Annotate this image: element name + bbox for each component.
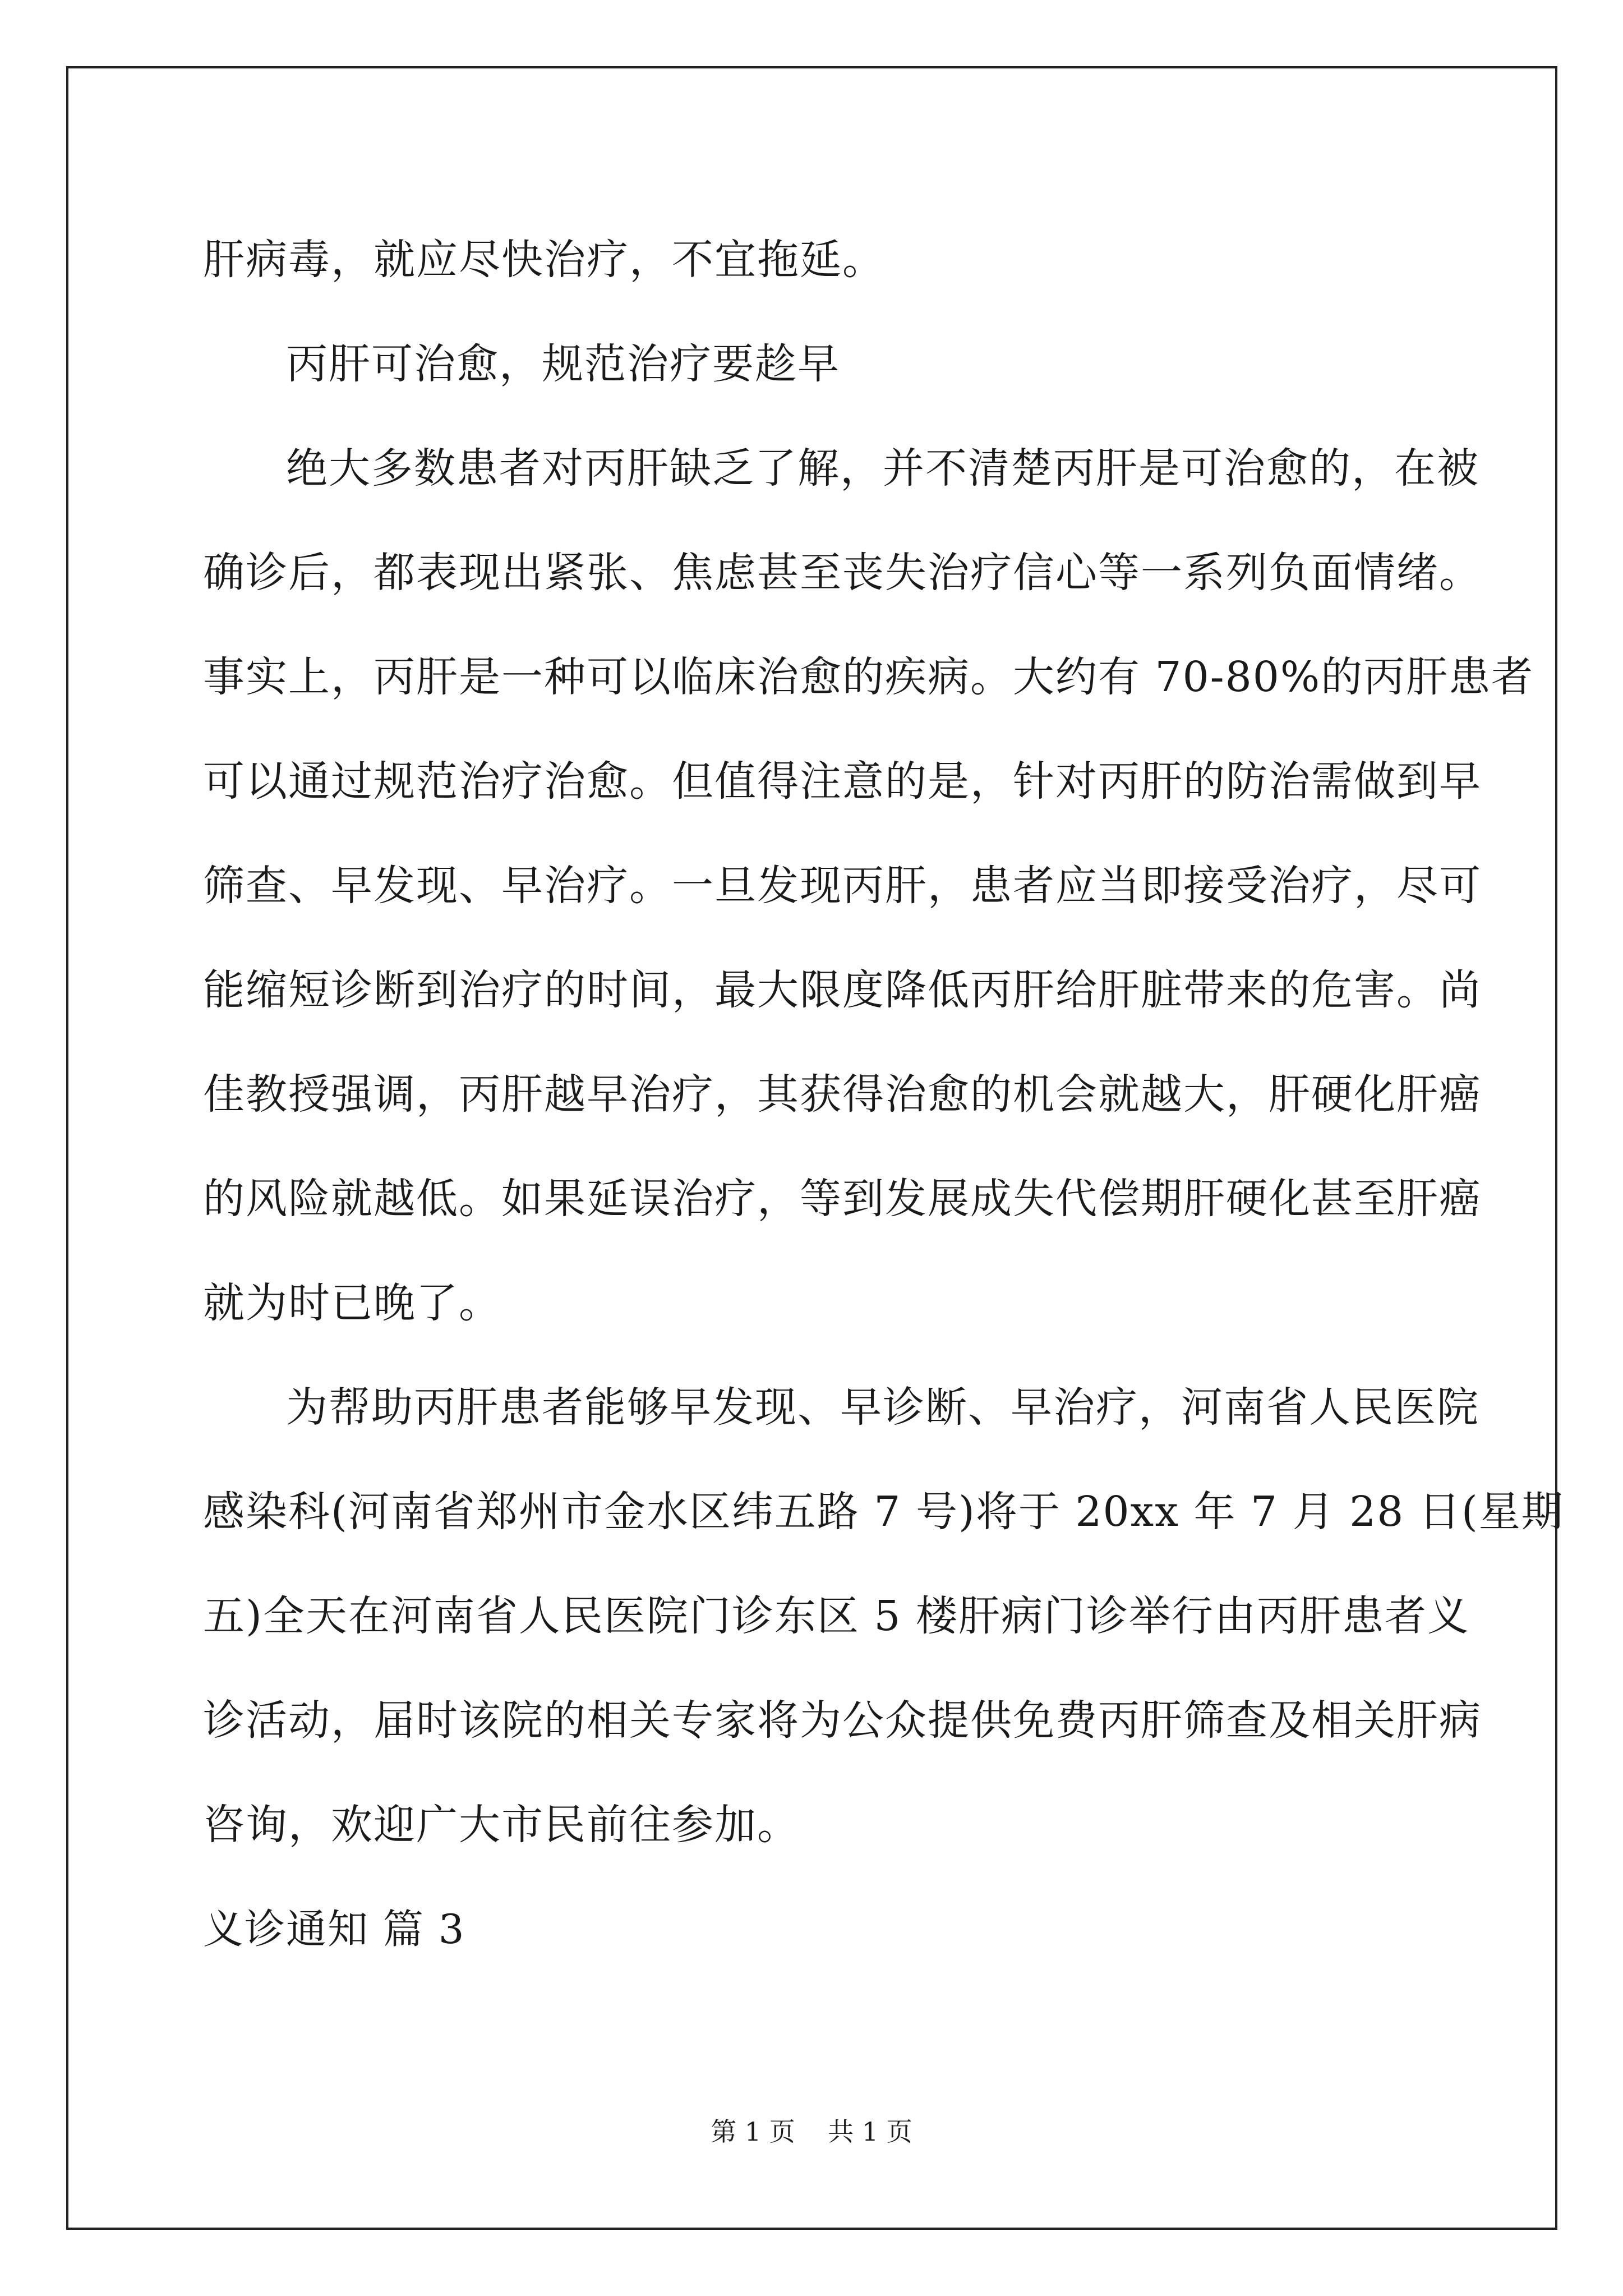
paragraph-line: 为帮助丙肝患者能够早发现、早诊断、早治疗，河南省人民医院 <box>286 1383 1479 1432</box>
paragraph-line: 肝病毒，就应尽快治疗，不宜拖延。 <box>203 236 885 284</box>
paragraph-line: 事实上，丙肝是一种可以临床治愈的疾病。大约有 70-80%的丙肝患者 <box>203 653 1534 701</box>
document-body <box>203 208 1564 1981</box>
section-subheading: 丙肝可治愈，规范治疗要趁早 <box>286 340 840 388</box>
page-footer: 第 1 页 共 1 页 <box>711 2116 912 2147</box>
paragraph-line: 能缩短诊断到治疗的时间，最大限度降低丙肝给肝脏带来的危害。尚 <box>203 966 1482 1014</box>
section-heading: 义诊通知 篇 3 <box>203 1906 465 1953</box>
paragraph-line: 感染科(河南省郑州市金水区纬五路 7 号)将于 20xx 年 7 月 28 日(星期 <box>203 1488 1564 1536</box>
paragraph-line: 绝大多数患者对丙肝缺乏了解，并不清楚丙肝是可治愈的，在被 <box>286 444 1479 493</box>
paragraph-line: 佳教授强调，丙肝越早治疗，其获得治愈的机会就越大，肝硬化肝癌 <box>203 1070 1482 1119</box>
paragraph-line: 五)全天在河南省人民医院门诊东区 5 楼肝病门诊举行由丙肝患者义 <box>203 1592 1470 1640</box>
paragraph-line: 确诊后，都表现出紧张、焦虑甚至丧失治疗信心等一系列负面情绪。 <box>203 549 1482 597</box>
paragraph-line: 的风险就越低。如果延误治疗，等到发展成失代偿期肝硬化甚至肝癌 <box>203 1175 1482 1223</box>
paragraph-line: 诊活动，届时该院的相关专家将为公众提供免费丙肝筛查及相关肝病 <box>203 1696 1482 1745</box>
paragraph-line: 就为时已晚了。 <box>203 1279 501 1327</box>
paragraph-line: 筛查、早发现、早治疗。一旦发现丙肝，患者应当即接受治疗，尽可 <box>203 862 1482 910</box>
paragraph-line: 可以通过规范治疗治愈。但值得注意的是，针对丙肝的防治需做到早 <box>203 757 1482 806</box>
paragraph-line: 咨询，欢迎广大市民前往参加。 <box>203 1801 800 1849</box>
